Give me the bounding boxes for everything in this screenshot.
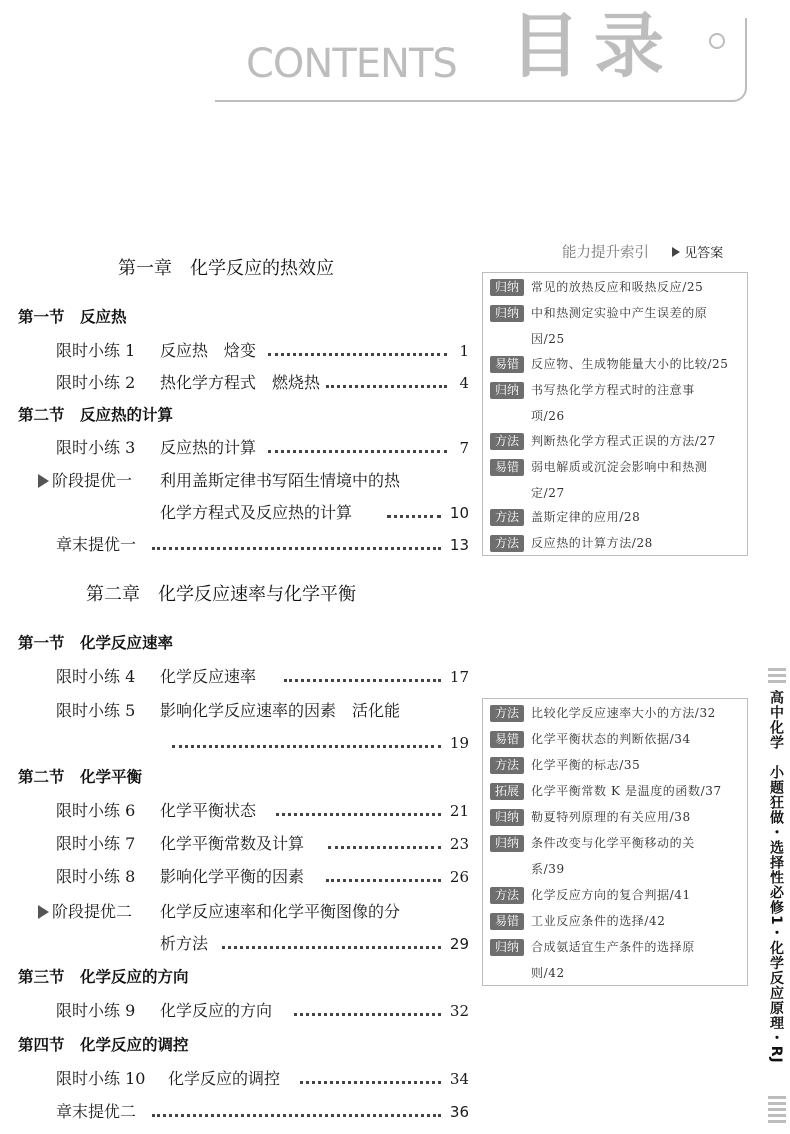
index-text: 工业反应条件的选择/42 — [531, 914, 666, 928]
toc-row[interactable] — [56, 1066, 469, 1092]
stage-label: 阶段提优一 — [52, 471, 133, 490]
toc-leader-dots — [284, 679, 441, 682]
toc-row[interactable] — [56, 864, 469, 890]
index-tag: 方法 — [490, 705, 524, 722]
stage-title-line2: 化学方程式及反应热的计算 — [160, 503, 353, 522]
index-tag: 归纳 — [490, 305, 524, 322]
toc-row-page: 23 — [449, 835, 469, 853]
section-2-2-title: 第二节 化学平衡 — [18, 767, 143, 786]
toc-row-label: 限时小练 3 — [56, 438, 136, 457]
index-tag: 易错 — [490, 459, 524, 476]
index-text: 合成氨适宜生产条件的选择原 — [531, 940, 695, 954]
stage-row-line2[interactable] — [52, 931, 469, 957]
index-text: 定/27 — [531, 486, 565, 500]
index-tag: 归纳 — [490, 939, 524, 956]
toc-row-label: 限时小练 1 — [56, 341, 136, 360]
toc-row-page: 7 — [459, 439, 469, 457]
header-circle-ornament — [709, 33, 725, 49]
toc-row-page: 17 — [449, 668, 469, 686]
toc-row-page: 19 — [449, 734, 469, 752]
stage-marker-icon — [38, 474, 49, 488]
side-book-title: 高中化学 小题狂做・选择性必修1・化学反应原理・RJ — [768, 690, 784, 1064]
index-tag: 方法 — [490, 509, 524, 526]
toc-leader-dots — [328, 846, 441, 849]
index-tag: 易错 — [490, 913, 524, 930]
toc-row-title: 影响化学平衡的因素 — [160, 867, 305, 886]
index-text: 判断热化学方程式正误的方法/27 — [531, 434, 716, 448]
section-1-1-title: 第一节 反应热 — [18, 307, 127, 326]
side-stripes-bottom — [768, 1096, 786, 1126]
toc-row-title: 化学反应的调控 — [168, 1069, 281, 1088]
index-text: 化学平衡常数 K 是温度的函数/37 — [531, 784, 722, 798]
toc-row[interactable] — [56, 798, 469, 824]
toc-row[interactable] — [56, 338, 469, 364]
index-tag: 方法 — [490, 887, 524, 904]
index-text: 化学平衡状态的判断依据/34 — [531, 732, 691, 746]
index-tag: 易错 — [490, 356, 524, 373]
toc-leader-dots — [268, 450, 447, 453]
toc-row-page: 4 — [459, 374, 469, 392]
toc-row[interactable] — [56, 831, 469, 857]
toc-leader-dots — [326, 879, 441, 882]
toc-row[interactable] — [56, 664, 469, 690]
ability-index-box-2 — [482, 698, 748, 986]
header-mulu-text: 目录 — [510, 5, 678, 87]
toc-leader-dots — [152, 1114, 441, 1117]
index-text: 反应物、生成物能量大小的比较/25 — [531, 357, 729, 371]
stage-row-line1[interactable] — [52, 468, 469, 494]
toc-row-continued[interactable] — [56, 730, 469, 756]
toc-leader-dots — [294, 1013, 441, 1016]
index-tag: 易错 — [490, 731, 524, 748]
toc-row-title: 影响化学反应速率的因素 活化能 — [160, 701, 401, 720]
toc-row-page: 1 — [459, 342, 469, 360]
index-heading-bar — [562, 243, 752, 263]
toc-row-label: 限时小练 9 — [56, 1001, 136, 1020]
toc-row-title: 化学反应速率 — [160, 667, 257, 686]
chapter-end-label: 章末提优二 — [56, 1102, 137, 1121]
toc-row[interactable] — [56, 370, 469, 396]
toc-row[interactable] — [56, 998, 469, 1024]
index-text: 化学反应方向的复合判据/41 — [531, 888, 691, 902]
see-answer-label: 见答案 — [684, 246, 724, 261]
index-tag: 方法 — [490, 757, 524, 774]
toc-leader-dots — [268, 353, 447, 356]
index-tag: 归纳 — [490, 835, 524, 852]
stage-row-line2[interactable] — [52, 500, 469, 526]
index-text: 盖斯定律的应用/28 — [531, 510, 641, 524]
stage-marker-icon — [38, 905, 49, 919]
toc-leader-dots — [172, 745, 441, 748]
index-text: 项/26 — [531, 409, 565, 423]
index-text: 反应热的计算方法/28 — [531, 536, 653, 550]
stage-title-line1: 利用盖斯定律书写陌生情境中的热 — [160, 471, 401, 490]
section-1-2-title: 第二节 反应热的计算 — [18, 405, 174, 424]
toc-row-label: 限时小练 7 — [56, 834, 136, 853]
side-stripes-top — [768, 668, 786, 686]
index-text: 中和热测定实验中产生误差的原 — [531, 306, 708, 320]
toc-row-label: 限时小练 8 — [56, 867, 136, 886]
stage-title-line2: 析方法 — [160, 934, 209, 953]
index-heading: 能力提升索引 — [562, 245, 649, 261]
arrow-right-icon — [672, 247, 680, 257]
toc-leader-dots — [326, 385, 447, 388]
toc-row-label: 限时小练 4 — [56, 667, 136, 686]
index-text: 书写热化学方程式时的注意事 — [531, 383, 695, 397]
chapter-end-page: 36 — [449, 1103, 469, 1121]
chapter-end-page: 13 — [449, 536, 469, 554]
chapter-1-title: 第一章 化学反应的热效应 — [118, 258, 334, 279]
toc-row[interactable] — [56, 435, 469, 461]
toc-row-title: 热化学方程式 燃烧热 — [160, 373, 321, 392]
index-text: 弱电解质或沉淀会影响中和热测 — [531, 460, 708, 474]
toc-row-title: 化学平衡状态 — [160, 801, 257, 820]
index-tag: 归纳 — [490, 809, 524, 826]
toc-row-label: 限时小练 5 — [56, 701, 136, 720]
toc-leader-dots — [300, 1081, 441, 1084]
index-text: 条件改变与化学平衡移动的关 — [531, 836, 695, 850]
toc-leader-dots — [276, 813, 441, 816]
toc-row-label: 限时小练 10 — [56, 1069, 146, 1088]
index-text: 因/25 — [531, 332, 565, 346]
index-tag: 方法 — [490, 535, 524, 552]
toc-leader-dots — [387, 515, 441, 518]
toc-row-label: 限时小练 2 — [56, 373, 136, 392]
index-text: 常见的放热反应和吸热反应/25 — [531, 280, 704, 294]
toc-row-page: 34 — [449, 1070, 469, 1088]
toc-row-title: 反应热 焓变 — [160, 341, 257, 360]
index-text: 则/42 — [531, 966, 565, 980]
index-tag: 归纳 — [490, 382, 524, 399]
toc-row[interactable] — [56, 698, 469, 724]
section-2-3-title: 第三节 化学反应的方向 — [18, 967, 189, 986]
toc-row-label: 限时小练 6 — [56, 801, 136, 820]
toc-row-page: 32 — [449, 1002, 469, 1020]
index-tag: 拓展 — [490, 783, 524, 800]
index-text: 勒夏特列原理的有关应用/38 — [531, 810, 691, 824]
header-contents-text: CONTENTS — [246, 41, 457, 87]
stage-page: 10 — [449, 504, 469, 522]
index-text: 比较化学反应速率大小的方法/32 — [531, 706, 716, 720]
index-tag: 归纳 — [490, 279, 524, 296]
toc-leader-dots — [152, 547, 441, 550]
index-text: 系/39 — [531, 862, 565, 876]
chapter-end-row[interactable] — [56, 1099, 469, 1125]
toc-row-title: 化学反应的方向 — [160, 1001, 273, 1020]
index-text: 化学平衡的标志/35 — [531, 758, 641, 772]
chapter-end-label: 章末提优一 — [56, 535, 137, 554]
ability-index-box-1 — [482, 272, 748, 556]
chapter-2-title: 第二章 化学反应速率与化学平衡 — [86, 584, 356, 605]
toc-leader-dots — [222, 946, 441, 949]
chapter-end-row[interactable] — [56, 532, 469, 558]
toc-row-title: 反应热的计算 — [160, 438, 257, 457]
stage-title-line1: 化学反应速率和化学平衡图像的分 — [160, 902, 401, 921]
stage-label: 阶段提优二 — [52, 902, 133, 921]
index-tag: 方法 — [490, 433, 524, 450]
toc-row-title: 化学平衡常数及计算 — [160, 834, 305, 853]
toc-row-page: 21 — [449, 802, 469, 820]
stage-row-line1[interactable] — [52, 899, 469, 925]
stage-page: 29 — [449, 935, 469, 953]
section-2-1-title: 第一节 化学反应速率 — [18, 633, 174, 652]
section-2-4-title: 第四节 化学反应的调控 — [18, 1035, 189, 1054]
toc-row-page: 26 — [449, 868, 469, 886]
